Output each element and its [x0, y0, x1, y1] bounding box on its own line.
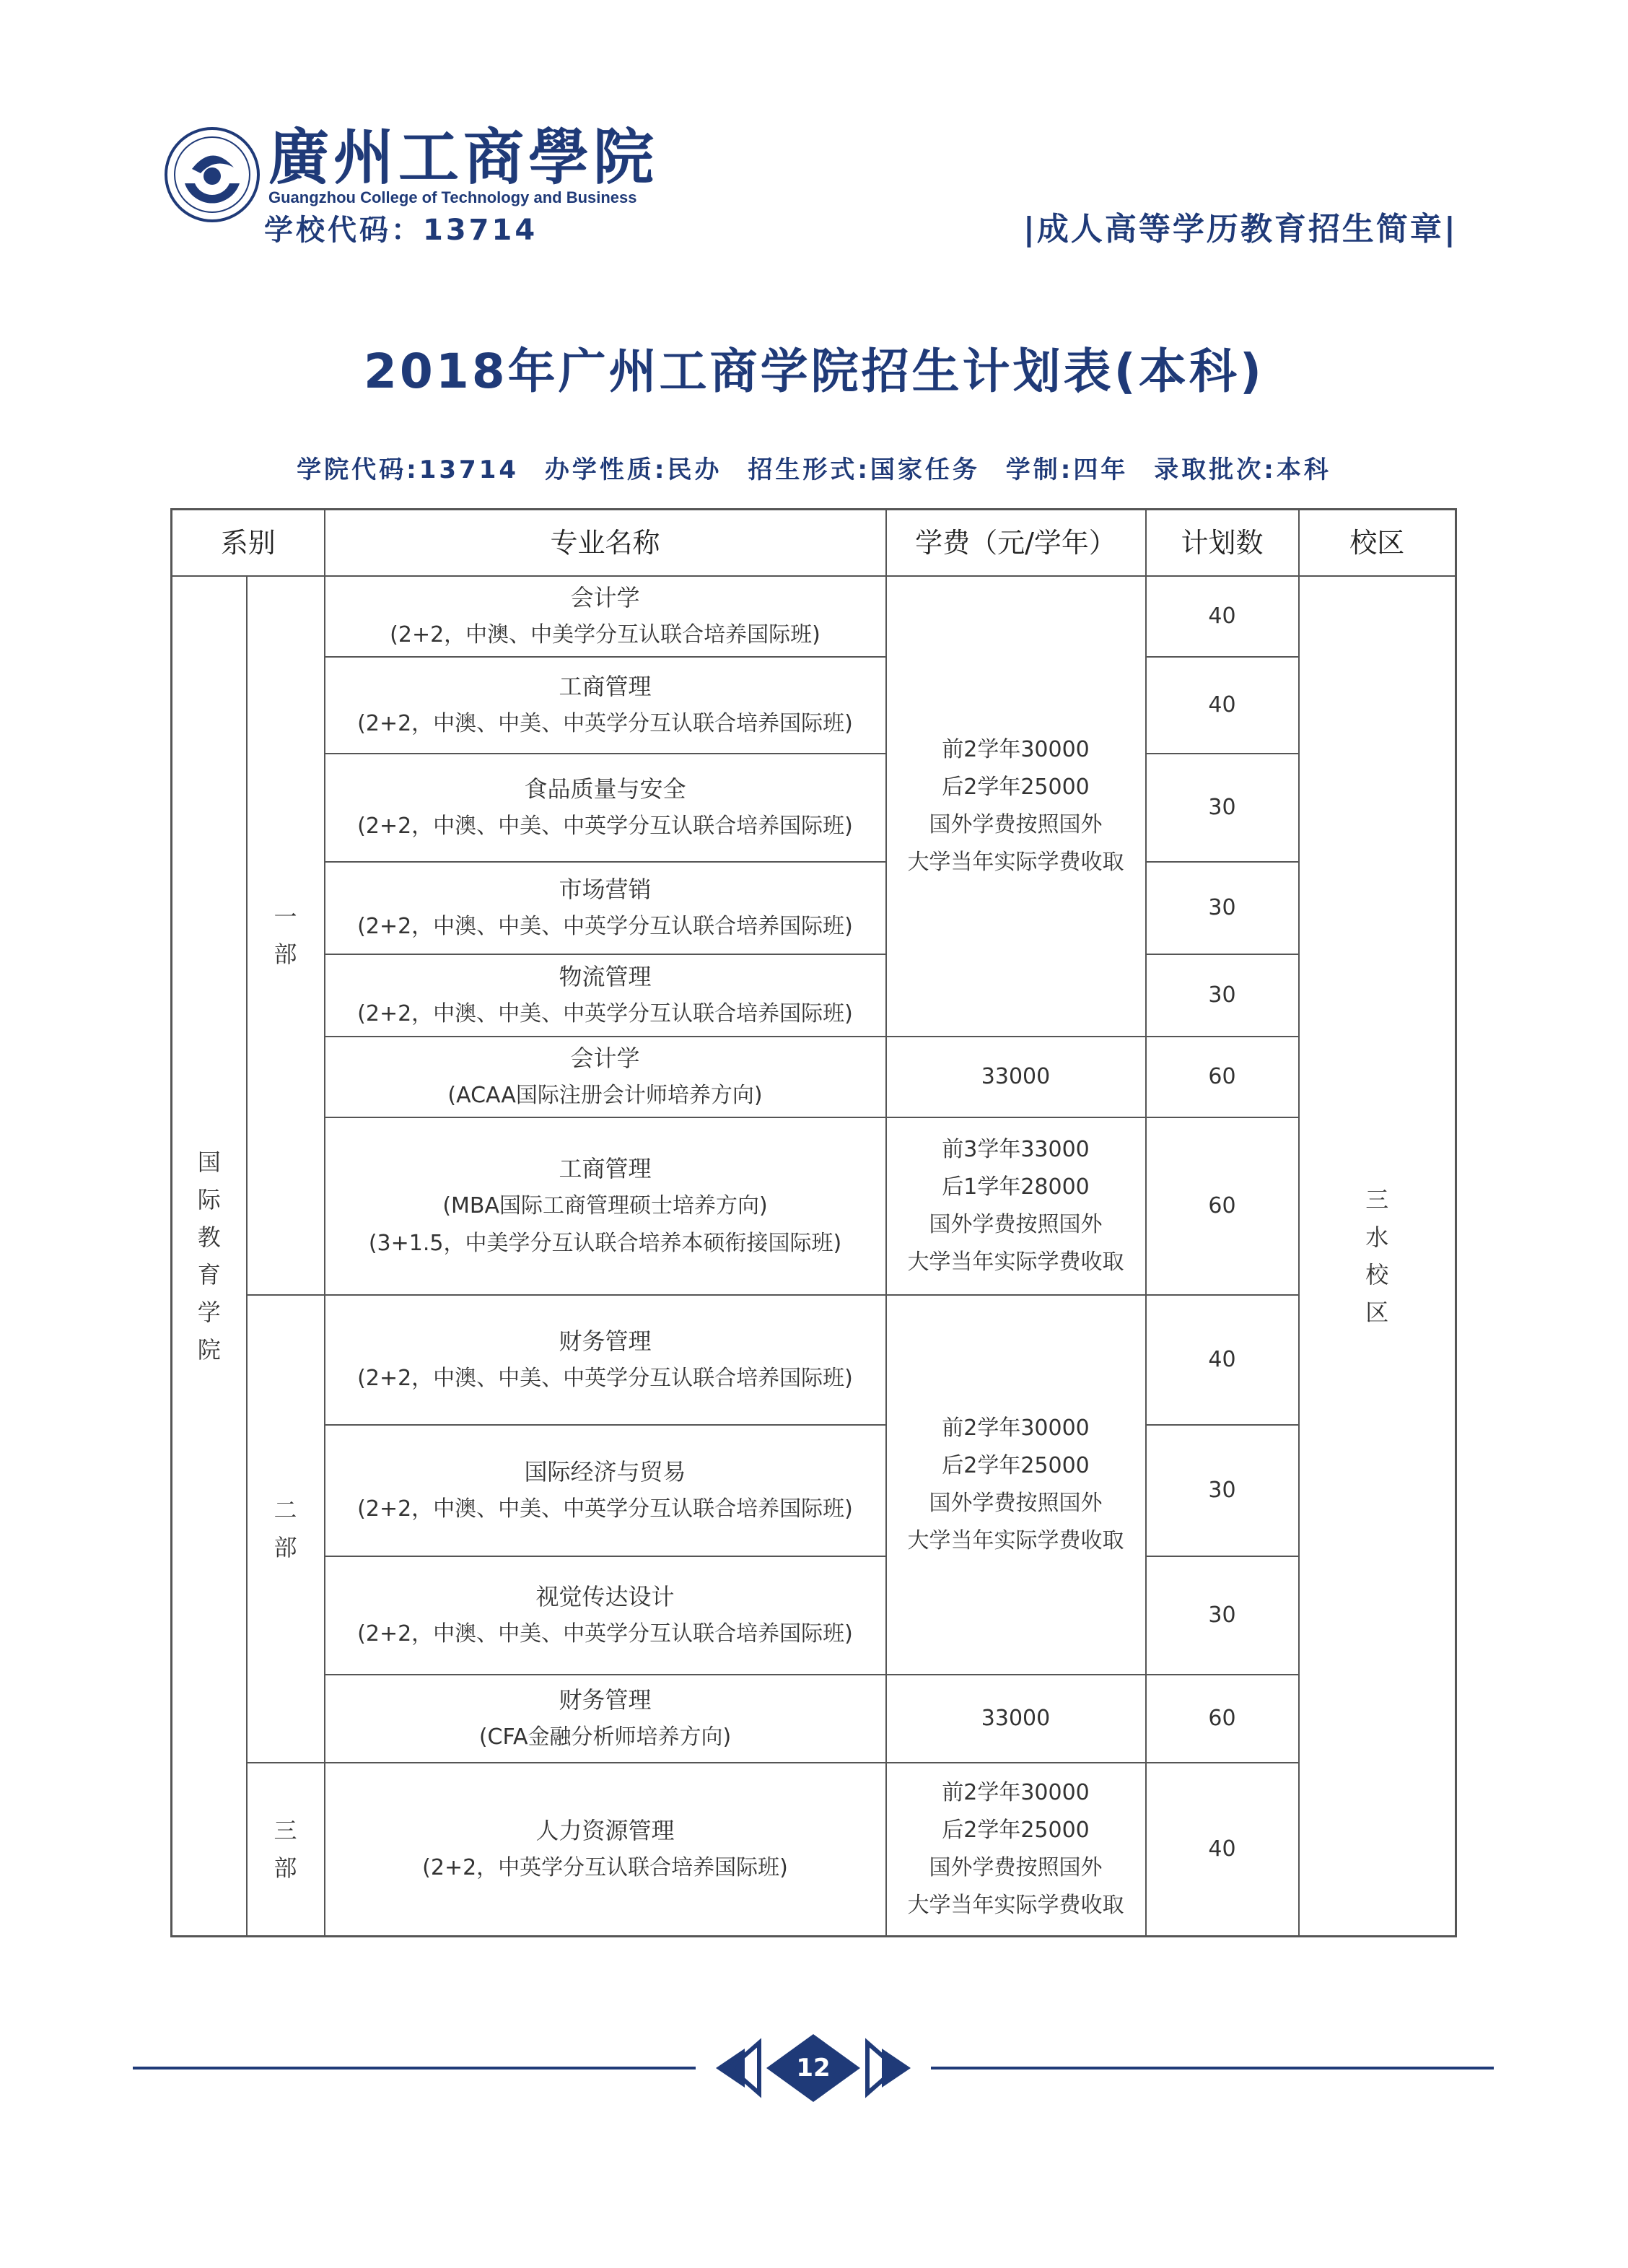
tuition-line: 大学当年实际学费收取 [907, 1528, 1124, 1553]
vertical-char: 水 [1365, 1223, 1389, 1251]
tuition-line: 后2学年25000 [942, 1453, 1090, 1478]
table-row [172, 1117, 1456, 1295]
major-detail: (2+2，中澳、中美、中英学分互认联合培养国际班) [357, 1001, 853, 1026]
tuition-line: 国外学费按照国外 [929, 1854, 1103, 1880]
brochure-title: |成人高等学历教育招生简章| [1023, 211, 1458, 248]
quota-cell: 40 [1146, 576, 1299, 657]
vertical-char: 部 [273, 1854, 297, 1882]
school-code: 学校代码：13714 [264, 214, 538, 247]
quota-cell: 30 [1146, 1556, 1299, 1675]
tuition-line: 大学当年实际学费收取 [907, 1249, 1124, 1275]
major-cell [325, 754, 886, 862]
table-row [172, 1556, 1456, 1675]
vertical-char: 部 [273, 941, 297, 968]
major-cell [325, 1425, 886, 1556]
school-nature: 办学性质:民办 [544, 455, 722, 484]
major-cell [325, 576, 886, 657]
tuition-cell: 33000 [886, 1037, 1146, 1117]
major-name: 食品质量与安全 [524, 775, 686, 803]
division-name [253, 898, 318, 973]
major-cell [325, 1295, 886, 1425]
major-detail: (2+2，中澳、中美学分互认联合培养国际班) [390, 622, 820, 647]
major-cell [325, 657, 886, 754]
vertical-char: 三 [273, 1816, 297, 1844]
major-name: 国际经济与贸易 [524, 1458, 686, 1486]
major-name: 视觉传达设计 [535, 1583, 675, 1610]
tuition-line: 国外学费按照国外 [929, 1212, 1103, 1237]
vertical-char: 三 [1365, 1185, 1389, 1213]
major-name: 工商管理 [559, 673, 652, 700]
quota-cell: 40 [1146, 657, 1299, 754]
table-row [172, 754, 1456, 862]
page-header [0, 0, 1628, 260]
tuition-text [893, 731, 1139, 881]
quota-cell: 40 [1146, 1295, 1299, 1425]
table-row [172, 954, 1456, 1037]
vertical-char: 部 [273, 1534, 297, 1561]
tuition-cell: 33000 [886, 1675, 1146, 1763]
table-row [172, 1675, 1456, 1763]
division-cell-2 [247, 1295, 325, 1763]
tuition-line: 前3学年33000 [942, 1137, 1090, 1162]
major-detail: (CFA金融分析师培养方向) [478, 1724, 732, 1750]
tuition-text [893, 1410, 1139, 1560]
quota-cell: 60 [1146, 1675, 1299, 1763]
major-detail: (2+2，中澳、中美、中英学分互认联合培养国际班) [357, 1496, 853, 1522]
header-tuition: 学费（元/学年） [886, 510, 1146, 577]
major-detail: (2+2，中澳、中美、中英学分互认联合培养国际班) [357, 814, 853, 839]
division-name [253, 1491, 318, 1566]
footer-rule-right [931, 2067, 1494, 2069]
major-cell [325, 954, 886, 1037]
college-emblem-icon [163, 126, 261, 224]
page-number: 12 [796, 2054, 831, 2082]
quota-cell: 60 [1146, 1037, 1299, 1117]
major-cell [325, 1556, 886, 1675]
tuition-line: 国外学费按照国外 [929, 812, 1103, 837]
major-name: 财务管理 [559, 1327, 652, 1355]
major-detail: (2+2，中澳、中美、中英学分互认联合培养国际班) [357, 1366, 853, 1391]
quota-cell: 30 [1146, 862, 1299, 954]
major-detail: (2+2，中澳、中美、中英学分互认联合培养国际班) [357, 1621, 853, 1647]
major-name: 会计学 [570, 1044, 640, 1072]
table-row [172, 1295, 1456, 1425]
tuition-line: 后2学年25000 [942, 775, 1090, 800]
major-name: 财务管理 [559, 1686, 652, 1714]
tuition-cell [886, 1295, 1146, 1675]
college-cell [172, 576, 247, 1936]
tuition-line: 前2学年30000 [942, 1779, 1090, 1805]
major-detail: (2+2，中英学分互认联合培养国际班) [422, 1854, 788, 1880]
tuition-line: 前2学年30000 [942, 1416, 1090, 1441]
tuition-line: 前2学年30000 [942, 737, 1090, 762]
school-name-en: Guangzhou College of Technology and Business [268, 188, 637, 206]
footer-rule-left [133, 2067, 696, 2069]
vertical-char: 二 [273, 1496, 297, 1524]
vertical-char: 校 [1365, 1260, 1389, 1288]
major-detail: (MBA国际工商管理硕士培养方向) [442, 1193, 768, 1218]
tuition-text [893, 1774, 1139, 1924]
enrollment-plan-table [170, 508, 1457, 1937]
major-name: 人力资源管理 [535, 1816, 675, 1844]
vertical-char: 国 [197, 1148, 221, 1176]
table-row [172, 1763, 1456, 1936]
college-code: 学院代码:13714 [297, 455, 520, 484]
major-detail: (3+1.5，中美学分互认联合培养本硕衔接国际班) [368, 1231, 842, 1256]
school-name-cn: 廣州工商學院 [268, 121, 659, 193]
tuition-line: 国外学费按照国外 [929, 1491, 1103, 1516]
admission-batch: 录取批次:本科 [1154, 455, 1331, 484]
major-name: 工商管理 [559, 1155, 652, 1182]
vertical-char: 一 [273, 903, 297, 930]
tuition-text [893, 1131, 1139, 1281]
college-name [178, 1143, 240, 1369]
table-row [172, 1425, 1456, 1556]
division-cell-1 [247, 576, 325, 1295]
major-cell [325, 1037, 886, 1117]
major-detail: (2+2，中澳、中美、中英学分互认联合培养国际班) [357, 711, 853, 736]
major-detail: (2+2，中澳、中美、中英学分互认联合培养国际班) [357, 914, 853, 939]
header-quota: 计划数 [1146, 510, 1299, 577]
major-cell [325, 1763, 886, 1936]
vertical-char: 教 [197, 1223, 221, 1251]
quota-cell: 30 [1146, 754, 1299, 862]
division-cell-3 [247, 1763, 325, 1936]
vertical-char: 院 [197, 1335, 221, 1364]
tuition-cell [886, 576, 1146, 1037]
vertical-char: 育 [197, 1260, 221, 1288]
major-name: 会计学 [570, 584, 640, 611]
table-row [172, 1037, 1456, 1117]
header-dept: 系别 [172, 510, 325, 577]
enrollment-form: 招生形式:国家任务 [748, 455, 980, 484]
quota-cell: 40 [1146, 1763, 1299, 1936]
campus-cell [1299, 576, 1456, 1936]
quota-cell: 30 [1146, 1425, 1299, 1556]
vertical-char: 际 [197, 1185, 221, 1213]
tuition-line: 大学当年实际学费收取 [907, 850, 1124, 875]
quota-cell: 30 [1146, 954, 1299, 1037]
study-duration: 学制:四年 [1005, 455, 1129, 484]
tuition-cell [886, 1763, 1146, 1936]
vertical-char: 学 [197, 1298, 221, 1326]
quota-cell: 60 [1146, 1117, 1299, 1295]
major-cell [325, 1675, 886, 1763]
campus-name [1305, 1181, 1450, 1331]
major-name: 市场营销 [559, 876, 652, 903]
enrollment-info [0, 452, 1628, 488]
major-name: 物流管理 [559, 963, 652, 990]
header-major: 专业名称 [325, 510, 886, 577]
major-detail: (ACAA国际注册会计师培养方向) [447, 1083, 763, 1108]
vertical-char: 区 [1365, 1298, 1389, 1326]
major-cell [325, 1117, 886, 1295]
table-row [172, 657, 1456, 754]
tuition-line: 后1学年28000 [942, 1174, 1090, 1200]
division-name [253, 1812, 318, 1887]
header-campus: 校区 [1299, 510, 1456, 577]
table-row [172, 576, 1456, 657]
page-title: 2018年广州工商学院招生计划表(本科) [363, 344, 1265, 399]
table-header-row [172, 510, 1456, 577]
tuition-cell [886, 1117, 1146, 1295]
tuition-line: 后2学年25000 [942, 1817, 1090, 1843]
tuition-line: 大学当年实际学费收取 [907, 1892, 1124, 1918]
major-cell [325, 862, 886, 954]
table-row [172, 862, 1456, 954]
